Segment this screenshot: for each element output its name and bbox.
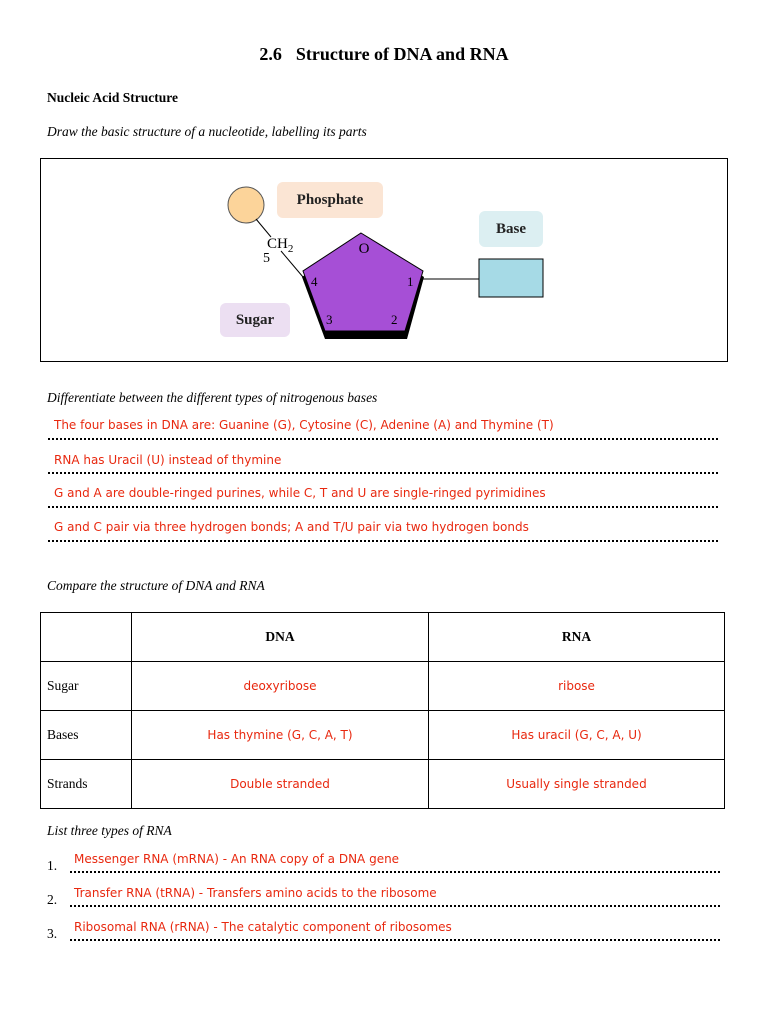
ch2-main: CH xyxy=(267,236,288,252)
question-4-prompt: List three types of RNA xyxy=(47,823,172,838)
ch2-label xyxy=(267,236,293,255)
carbon-2-label: 2 xyxy=(391,312,398,327)
base-rectangle xyxy=(479,259,543,297)
answer-text-3: G and A are double-ringed purines, while C, T and U are single-ringed pyrimidines xyxy=(54,486,546,500)
question-2-prompt: Differentiate between the different types of nitrogenous bases xyxy=(47,390,378,405)
cell-rna-strands: Usually single stranded xyxy=(429,760,725,809)
question-1-prompt: Draw the basic structure of a nucleotide, labelling its parts xyxy=(47,124,367,139)
question-3-prompt: Compare the structure of DNA and RNA xyxy=(47,578,265,593)
answer-text-4: G and C pair via three hydrogen bonds; A and T/U pair via two hydrogen bonds xyxy=(54,520,529,534)
list-item-2: Transfer RNA (tRNA) - Transfers amino acids to the ribosome xyxy=(74,886,437,900)
phosphate-bond xyxy=(256,219,271,237)
header-dna: DNA xyxy=(132,613,429,662)
list-item-1: Messenger RNA (mRNA) - An RNA copy of a DNA gene xyxy=(74,852,400,866)
title-text: Structure of DNA and RNA xyxy=(295,44,509,64)
answer-text-2: RNA has Uracil (U) instead of thymine xyxy=(54,453,282,467)
list-number-2: 2. xyxy=(47,892,58,907)
table-header-row xyxy=(41,613,725,662)
phosphate-circle xyxy=(228,187,264,223)
carbon-1-label: 1 xyxy=(407,274,414,289)
table-row xyxy=(41,711,725,760)
cell-dna-sugar: deoxyribose xyxy=(132,662,429,711)
header-empty xyxy=(41,613,132,662)
cell-dna-strands: Double stranded xyxy=(132,760,429,809)
list-item-3: Ribosomal RNA (rRNA) - The catalytic component of ribosomes xyxy=(74,920,452,934)
list-number-3: 3. xyxy=(47,926,58,941)
table-row xyxy=(41,662,725,711)
ch2-subscript: 2 xyxy=(287,243,294,255)
nucleotide-svg xyxy=(41,159,727,361)
cell-rna-sugar: ribose xyxy=(429,662,725,711)
section-number: 2.6 xyxy=(259,44,282,64)
list-number-1: 1. xyxy=(47,858,58,873)
row-label-bases: Bases xyxy=(41,711,132,760)
section-heading: Nucleic Acid Structure xyxy=(47,90,178,105)
cell-rna-bases: Has uracil (G, C, A, U) xyxy=(429,711,725,760)
carbon-5-label: 5 xyxy=(263,251,270,266)
header-rna: RNA xyxy=(429,613,725,662)
table-row xyxy=(41,760,725,809)
page-title xyxy=(0,44,768,65)
row-label-sugar: Sugar xyxy=(41,662,132,711)
nucleotide-diagram xyxy=(40,158,728,362)
carbon-4-label: 4 xyxy=(311,274,318,289)
cell-dna-bases: Has thymine (G, C, A, T) xyxy=(132,711,429,760)
answer-text-1: The four bases in DNA are: Guanine (G), Cytosine (C), Adenine (A) and Thymine (T) xyxy=(54,418,554,432)
comparison-table xyxy=(40,612,725,809)
row-label-strands: Strands xyxy=(41,760,132,809)
base-label: Base xyxy=(479,211,543,247)
phosphate-label: Phosphate xyxy=(277,182,383,218)
ring-oxygen-label: O xyxy=(358,241,370,257)
carbon-3-label: 3 xyxy=(326,312,333,327)
sugar-label: Sugar xyxy=(220,303,290,337)
